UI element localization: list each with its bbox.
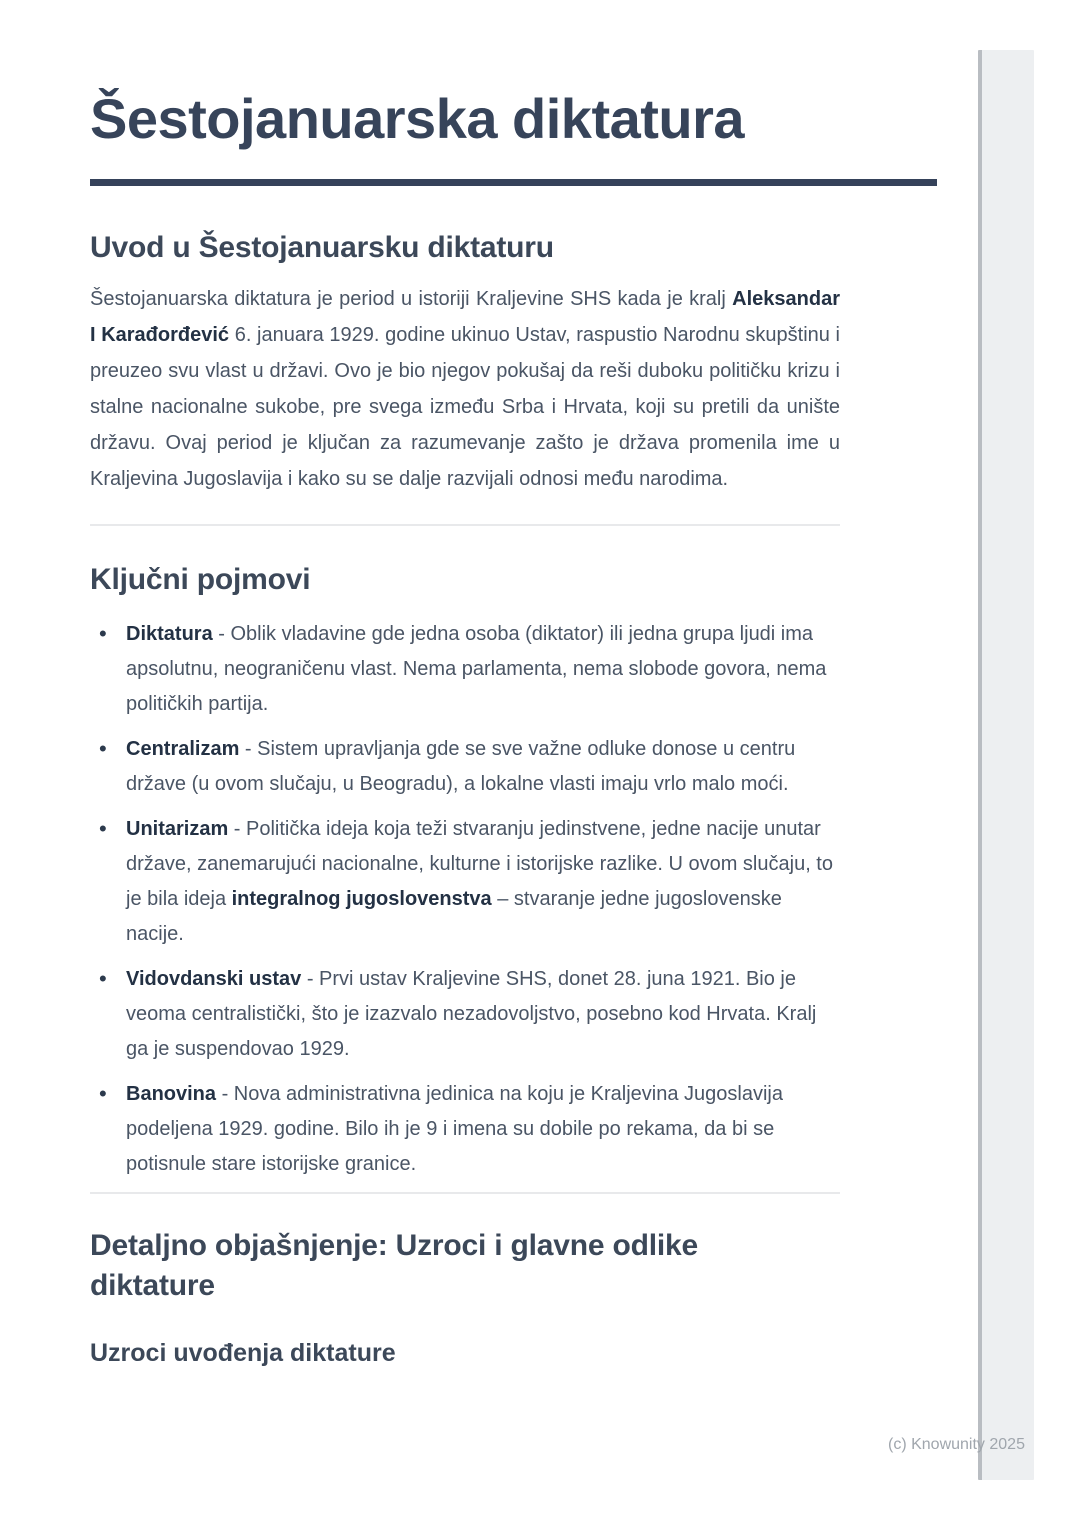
intro-paragraph [90, 281, 840, 497]
key-term-name: Centralizam [126, 738, 240, 760]
key-term-text: - Politička ideja koja teži stvaranju jedinstvene, jedne nacije unutar države, zanemarujući nacionalne, kulturne i istorijske razlike. U ovom slučaju, to je bila ideja [126, 818, 833, 910]
title-underline-rule [90, 179, 937, 186]
key-term-name: Unitarizam [126, 818, 229, 840]
key-term-name: Diktatura [126, 623, 213, 645]
key-term-item-unitarizam [90, 812, 840, 952]
key-term-name: Vidovdanski ustav [126, 968, 302, 990]
intro-text-after: 6. januara 1929. godine ukinuo Ustav, raspustio Narodnu skupštinu i preuzeo svu vlast u državi. Ovo je bio njegov pokušaj da reši duboku političku krizu i stalne nacionalne sukobe, pre svega između Srba i Hrvata, koji su pretili da unište državu. Ovaj period je ključan za razumevanje zašto je država promenila ime u Kraljevina Jugoslavija i kako su se dalje razvijali odnosi među narodima. [90, 324, 840, 490]
key-term-text: - Sistem upravljanja gde se sve važne odluke donose u centru države (u ovom slučaju, u Beogradu), a lokalne vlasti imaju vrlo malo moći. [126, 738, 796, 795]
page-title: Šestojanuarska diktatura [90, 87, 745, 150]
copyright-watermark: (c) Knowunity 2025 [888, 1436, 1025, 1453]
key-term-text: - Oblik vladavine gde jedna osoba (diktator) ili jedna grupa ljudi ima apsolutnu, neograničenu vlast. Nema parlamenta, nema slobode govora, nema političkih partija. [126, 623, 827, 715]
key-term-text: – stvaranje jedne jugoslovenske nacije. [126, 888, 782, 945]
intro-bold-name: Aleksandar I Karađorđević [90, 288, 840, 346]
section-divider [90, 1192, 840, 1194]
detail-subheading: Uzroci uvođenja diktature [90, 1339, 396, 1367]
next-page-edge-strip [978, 50, 1034, 1480]
key-term-inline-bold: integralnog jugoslovenstva [231, 888, 492, 910]
document-content [90, 0, 840, 1370]
key-term-name: Banovina [126, 1083, 217, 1105]
key-term-item-vidovdanski-ustav [90, 962, 840, 1067]
key-term-item-banovina [90, 1077, 840, 1182]
section-divider [90, 524, 840, 526]
key-term-text: - Prvi ustav Kraljevine SHS, donet 28. juna 1921. Bio je veoma centralistički, što je izazvalo nezadovoljstvo, posebno kod Hrvata. Kralj ga je suspendovao 1929. [126, 968, 817, 1060]
intro-section-heading: Uvod u Šestojanuarsku diktaturu [90, 231, 554, 264]
keyterms-section-heading: Ključni pojmovi [90, 563, 311, 596]
detail-section-heading: Detaljno objašnjenje: Uzroci i glavne odlike diktature [90, 1229, 699, 1302]
key-term-item-diktatura [90, 617, 840, 722]
intro-text-before: Šestojanuarska diktatura je period u istoriji Kraljevine SHS kada je kralj [90, 288, 733, 310]
key-terms-list [90, 617, 840, 1182]
key-term-text: - Nova administrativna jedinica na koju je Kraljevina Jugoslavija podeljena 1929. godine. Bilo ih je 9 i imena su dobile po rekama, da bi se potisnule stare istorijske granice. [126, 1083, 783, 1175]
key-term-item-centralizam [90, 732, 840, 802]
